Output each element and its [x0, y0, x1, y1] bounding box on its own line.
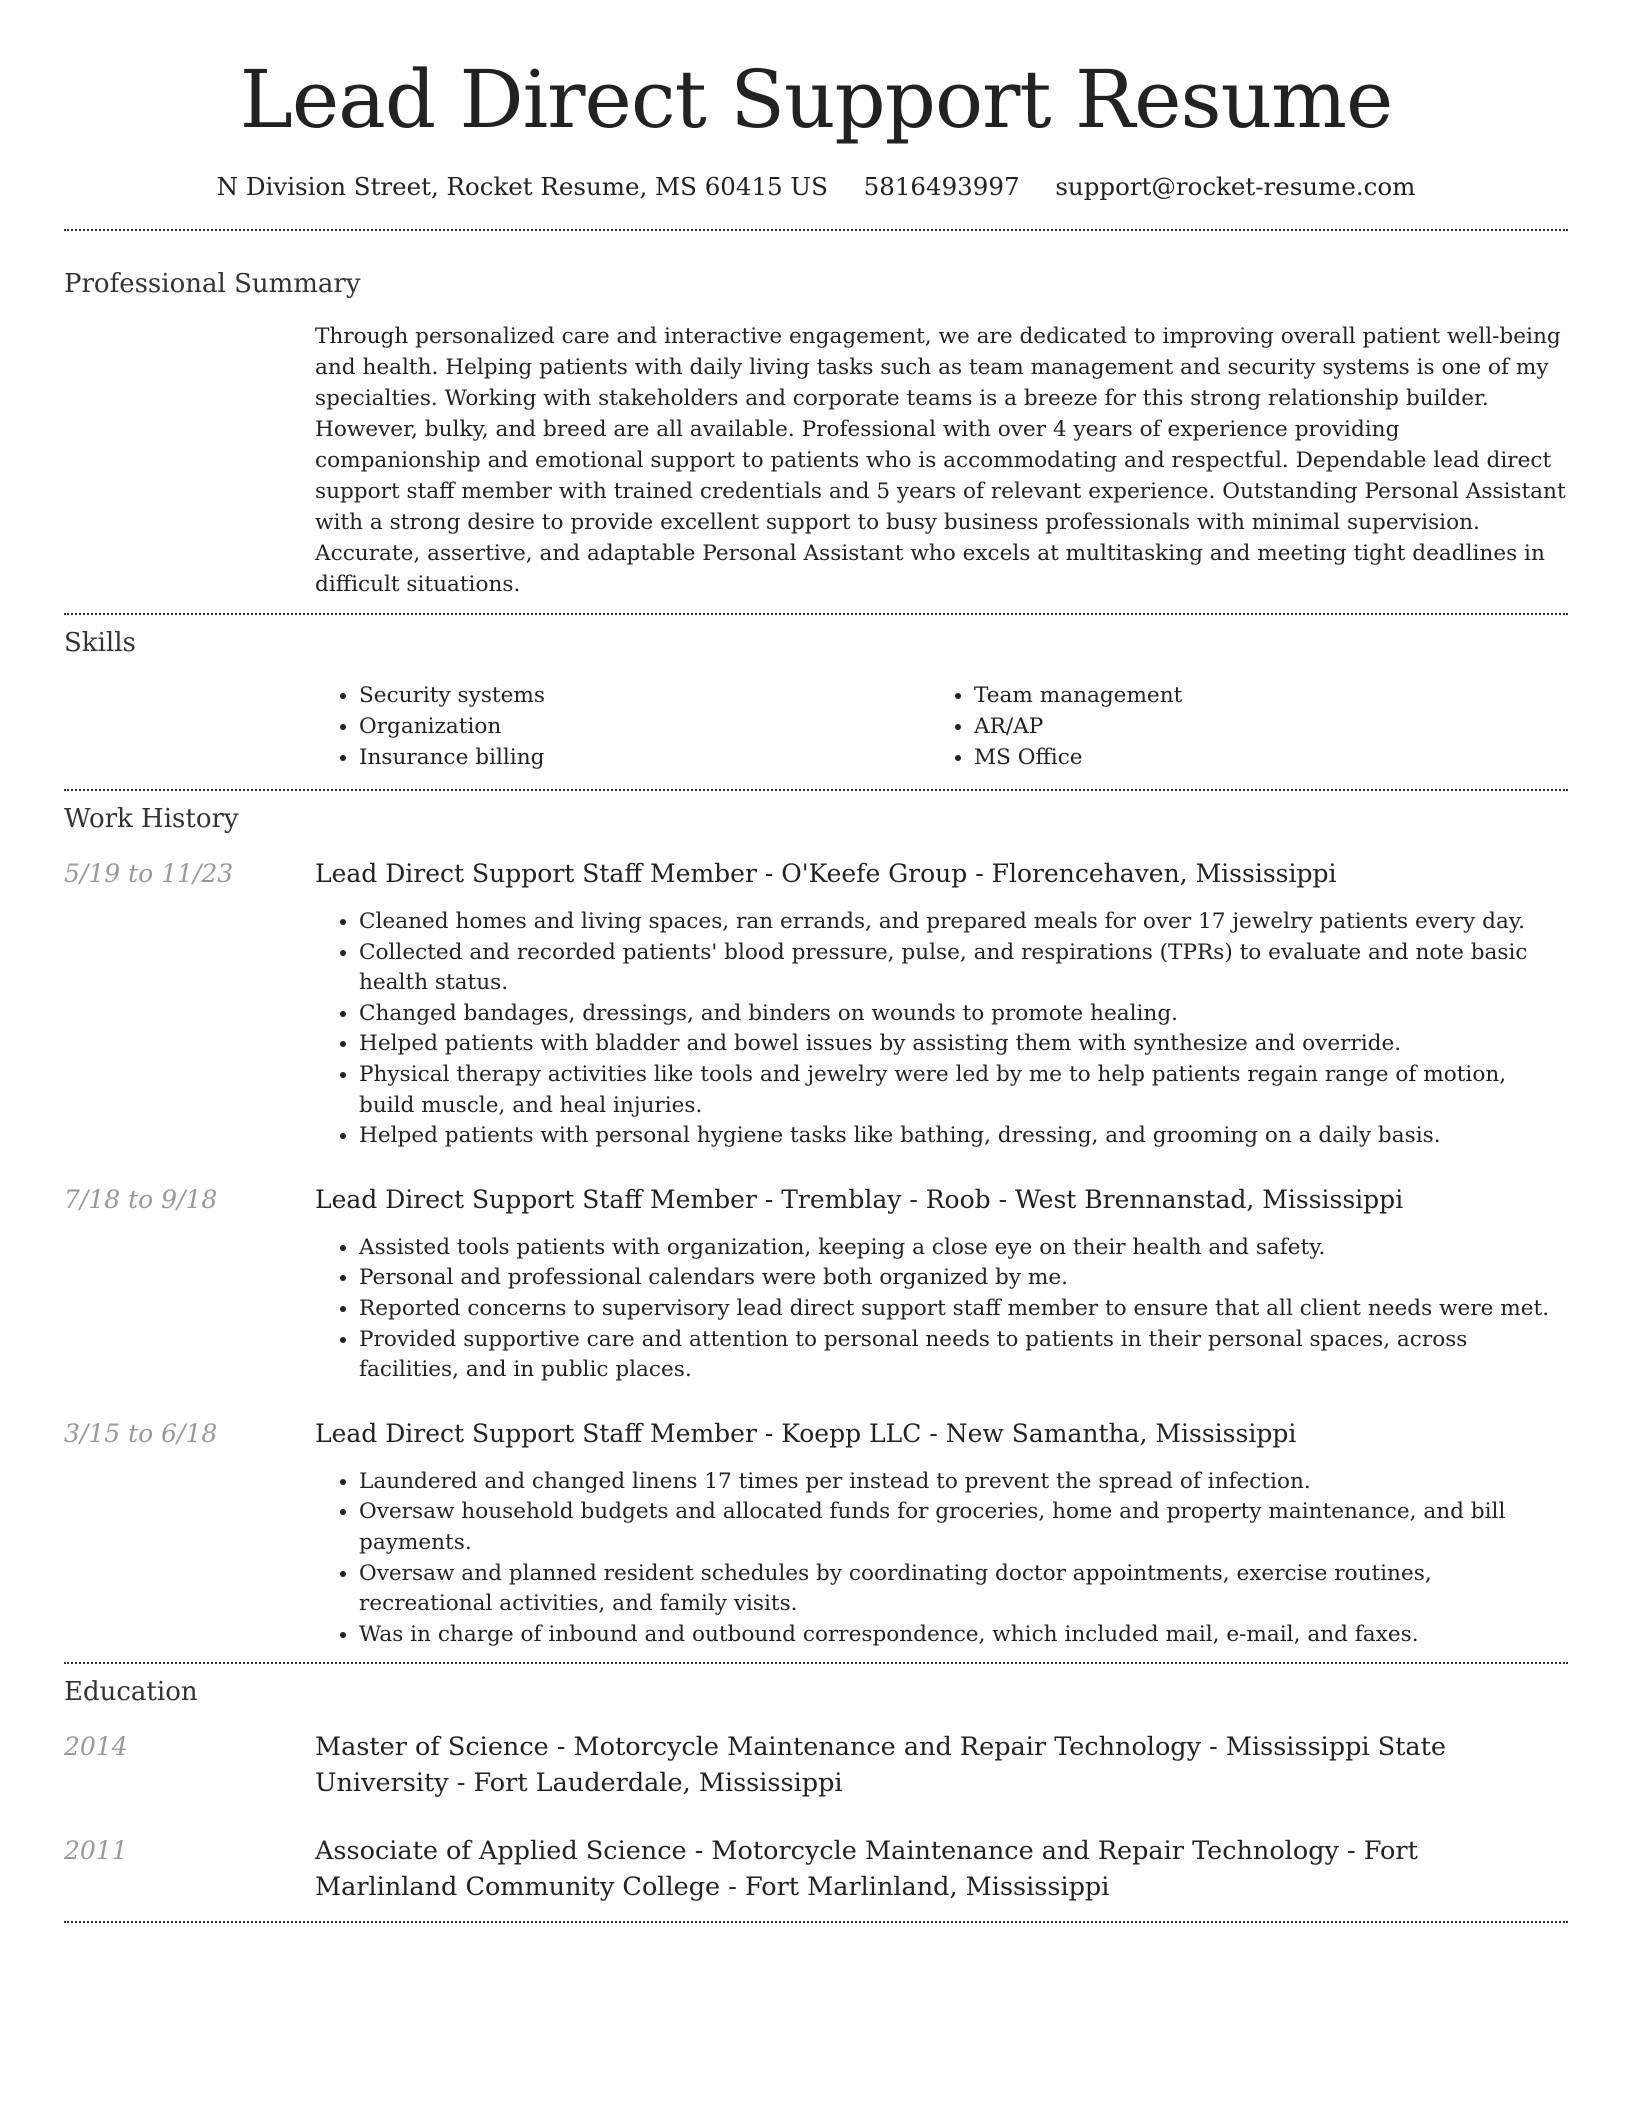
resume-page [64, 0, 1568, 1923]
job-bullet: • Physical therapy activities like tools and jewelry were led by me to help patients regain range of motion, build muscle, and heal injuries. [359, 1060, 1568, 1121]
skills-column-left [315, 680, 930, 773]
section-title-education: Education [64, 1677, 198, 1708]
job-entry [64, 1182, 1568, 1386]
education-heading: Master of Science - Motorcycle Maintenance and Repair Technology - Mississippi State University - Fort Lauderdale, Mississippi [315, 1732, 1446, 1799]
education-year: 2014 [64, 1732, 128, 1762]
section-title-work: Work History [64, 804, 239, 834]
job-dates: 5/19 to 11/23 [64, 859, 234, 888]
job-bullet: • Oversaw and planned resident schedules by coordinating doctor appointments, exercise routines, recreational activities, and family visits. [359, 1559, 1568, 1620]
resume-title: Lead Direct Support Resume [239, 53, 1393, 146]
education-heading: Associate of Applied Science - Motorcycle Maintenance and Repair Technology - Fort Marlinland Community College - Fort Marlinland, Mississippi [315, 1836, 1418, 1903]
job-bullet: • Reported concerns to supervisory lead direct support staff member to ensure that all client needs were met. [359, 1294, 1568, 1325]
job-heading: Lead Direct Support Staff Member - O'Keefe Group - Florencehaven, Mississippi [315, 859, 1337, 888]
job-bullet: • Oversaw household budgets and allocated funds for groceries, home and property maintenance, and bill payments. [359, 1497, 1568, 1558]
job-dates: 3/15 to 6/18 [64, 1418, 218, 1448]
skill-item: • Team management [974, 680, 1545, 711]
divider [64, 229, 1568, 231]
job-bullet: • Cleaned homes and living spaces, ran errands, and prepared meals for over 17 jewelry patients every day. [359, 907, 1568, 938]
divider [64, 613, 1568, 615]
job-bullet: • Was in charge of inbound and outbound correspondence, which included mail, e-mail, and faxes. [359, 1620, 1568, 1651]
job-entry [64, 1416, 1568, 1651]
job-bullet: • Changed bandages, dressings, and binders on wounds to promote healing. [359, 999, 1568, 1030]
contact-line [64, 170, 1568, 204]
divider [64, 1921, 1568, 1923]
divider [64, 1662, 1568, 1664]
job-bullet: • Helped patients with bladder and bowel issues by assisting them with synthesize and override. [359, 1029, 1568, 1060]
skill-item: • MS Office [974, 742, 1545, 773]
education-entry [64, 1833, 1568, 1905]
section-title-skills: Skills [64, 628, 136, 658]
job-heading: Lead Direct Support Staff Member - Tremblay - Roob - West Brennanstad, Mississippi [315, 1184, 1404, 1214]
education-entry [64, 1729, 1568, 1801]
skill-item: • Security systems [359, 680, 930, 711]
summary-section [64, 267, 1568, 600]
job-bullets [315, 1467, 1568, 1651]
divider [64, 789, 1568, 791]
job-bullet: • Provided supportive care and attention to personal needs to patients in their personal spaces, across facilities, and in public places. [359, 1325, 1568, 1386]
job-heading: Lead Direct Support Staff Member - Koepp LLC - New Samantha, Mississippi [315, 1418, 1297, 1448]
contact-address: N Division Street, Rocket Resume, MS 60415 US [216, 172, 828, 201]
job-bullet: • Personal and professional calendars were both organized by me. [359, 1263, 1568, 1294]
skills-list [315, 680, 1568, 773]
skills-column-right [930, 680, 1545, 773]
job-bullet: • Laundered and changed linens 17 times per instead to prevent the spread of infection. [359, 1467, 1568, 1498]
job-bullet: • Collected and recorded patients' blood pressure, pulse, and respirations (TPRs) to evaluate and note basic health status. [359, 938, 1568, 999]
skill-item: • Organization [359, 711, 930, 742]
section-title-summary: Professional Summary [64, 269, 361, 299]
job-entry [64, 856, 1568, 1152]
job-bullet: • Assisted tools patients with organization, keeping a close eye on their health and safety. [359, 1233, 1568, 1264]
work-history-section [64, 802, 1568, 1650]
job-bullets [315, 1233, 1568, 1386]
education-section [64, 1675, 1568, 1905]
skill-item: • AR/AP [974, 711, 1545, 742]
education-year: 2011 [64, 1836, 128, 1866]
skill-item: • Insurance billing [359, 742, 930, 773]
contact-email: support@rocket-resume.com [1055, 172, 1416, 201]
contact-phone: 5816493997 [863, 172, 1020, 201]
job-bullet: • Helped patients with personal hygiene tasks like bathing, dressing, and grooming on a daily basis. [359, 1121, 1568, 1152]
skills-section [64, 626, 1568, 773]
job-bullets [315, 907, 1568, 1152]
job-dates: 7/18 to 9/18 [64, 1184, 218, 1214]
summary-text: Through personalized care and interactive engagement, we are dedicated to improving overall patient well-being and health. Helping patients with daily living tasks such as team management and security systems is one of my specialties. Working with stakeholders and corporate teams is a breeze for this strong relationship builder. However, bulky, and breed are all available. Professional with over 4 years of experience providing companionship and emotional support to patients who is accommodating and respectful. Dependable lead direct support staff member with trained credentials and 5 years of relevant experience. Outstanding Personal Assistant with a strong desire to provide excellent support to busy business professionals with minimal supervision. Accurate, assertive, and adaptable Personal Assistant who excels at multitasking and meeting tight deadlines in difficult situations. [315, 324, 1566, 597]
